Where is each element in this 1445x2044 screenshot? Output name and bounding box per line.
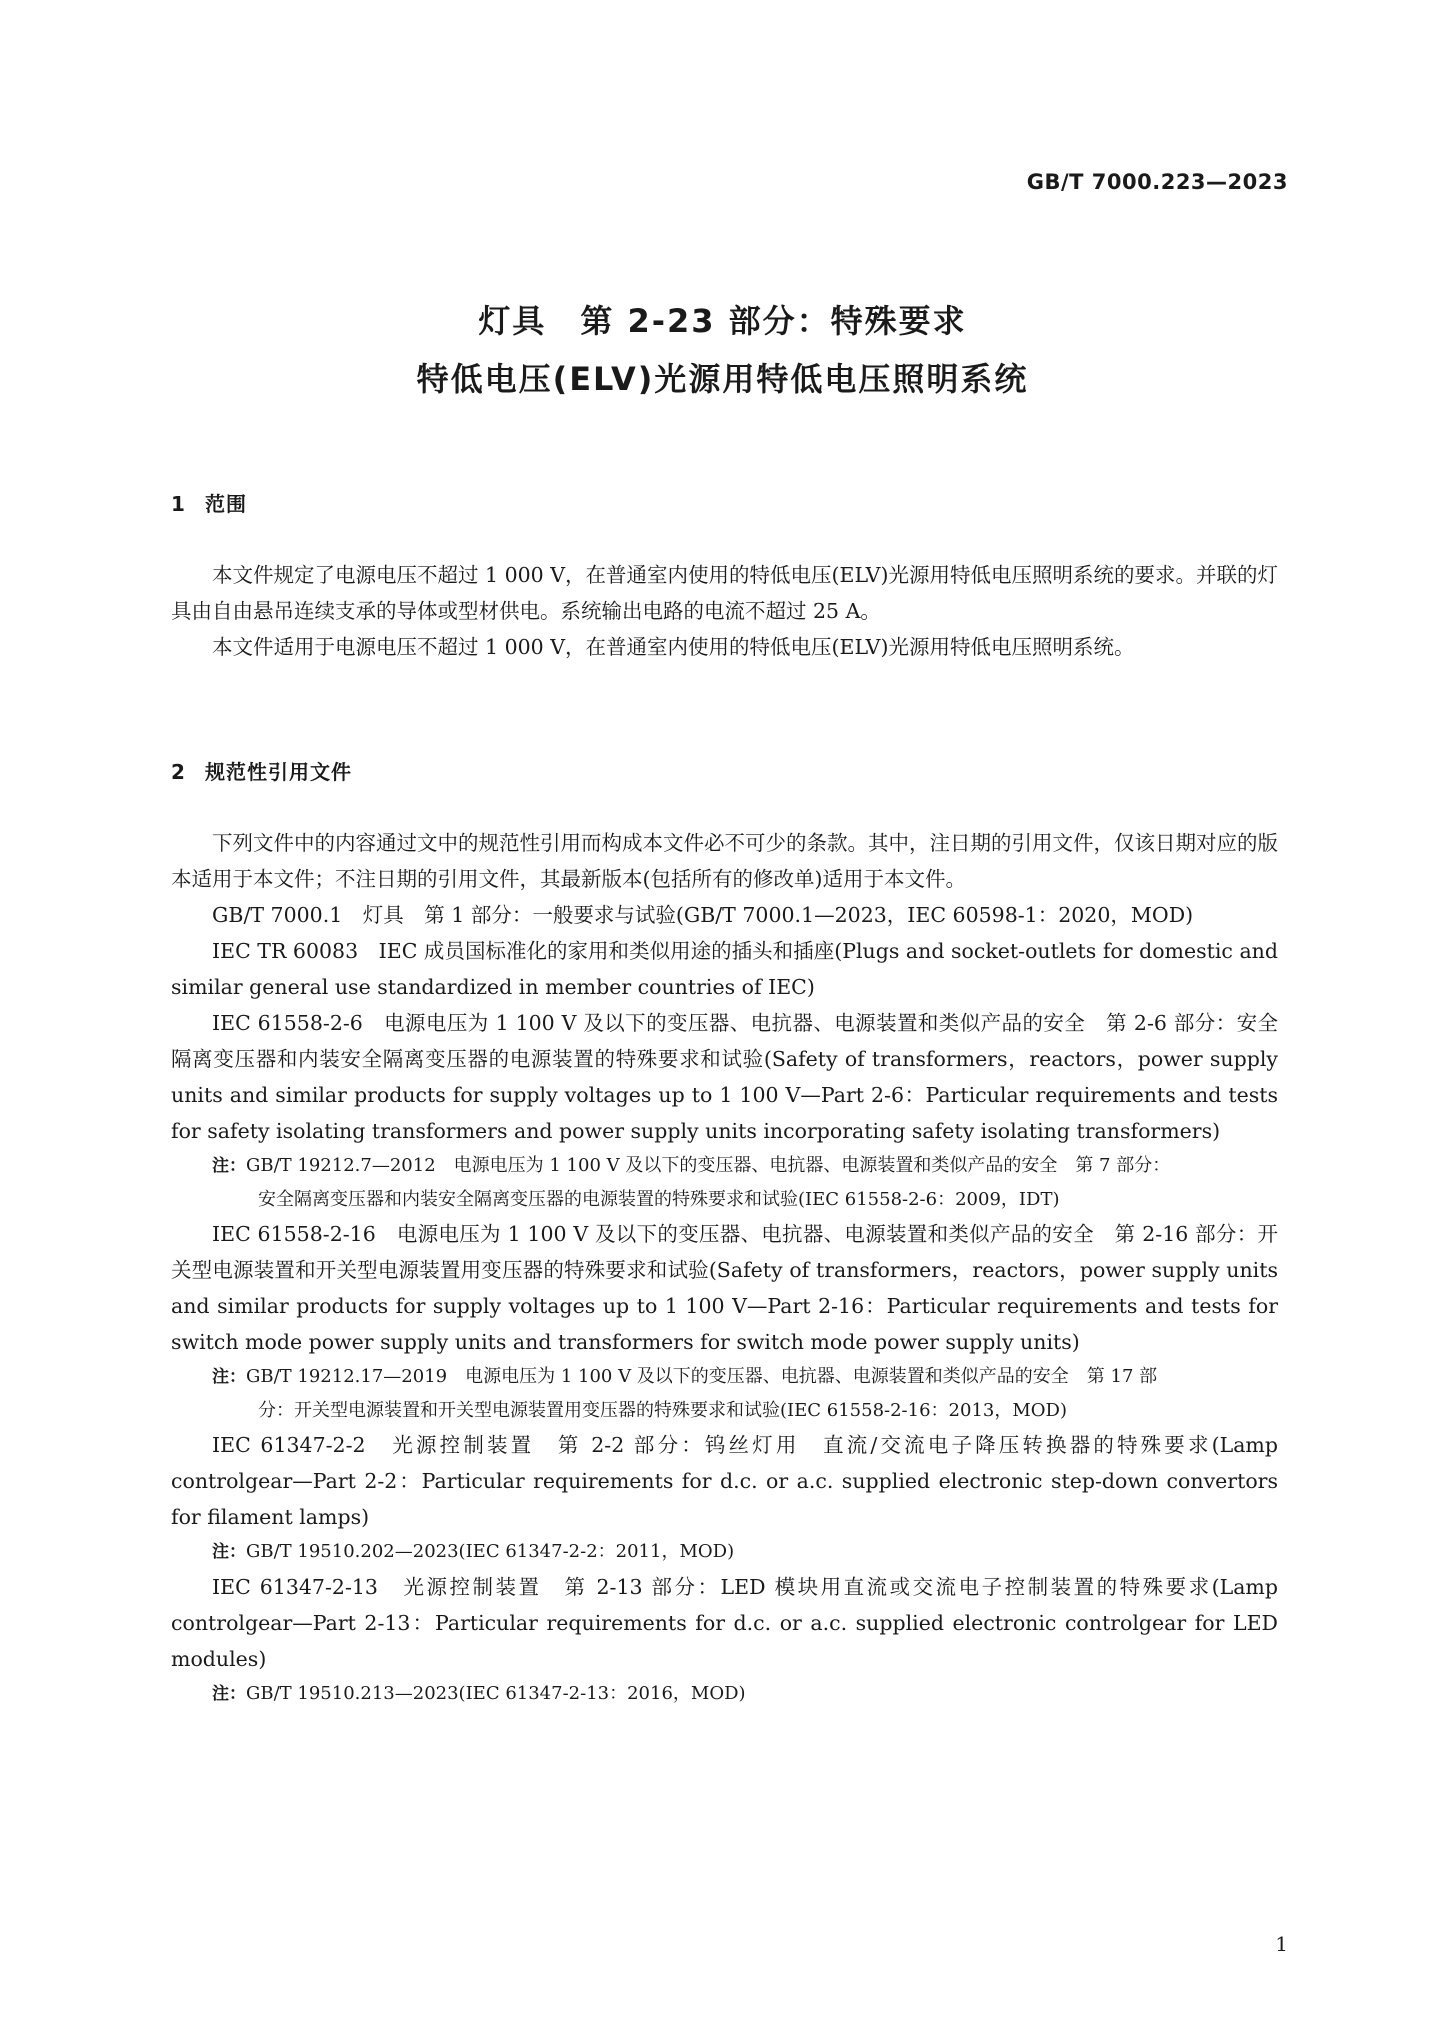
document-title: [0, 292, 1445, 408]
note-label: 注：: [212, 1367, 246, 1387]
note-text: GB/T 19212.17—2019 电源电压为 1 100 V 及以下的变压器、电抗器、电源装置和类似产品的安全 第 17 部: [246, 1366, 1158, 1387]
note-line: [212, 1149, 1278, 1183]
reference-entry: IEC 61347-2-2 光源控制装置 第 2-2 部分：钨丝灯用 直流/交流电子降压转换器的特殊要求(Lamp controlgear—Part 2-2：Particular requirements for d.c. or a.c. supplied electronic step-down convertors for filament lamps): [171, 1433, 1278, 1529]
reference-entry: IEC 61558-2-16 电源电压为 1 100 V 及以下的变压器、电抗器、电源装置和类似产品的安全 第 2-16 部分：开关型电源装置和开关型电源装置用变压器的特殊要求和试验(Safety of transformers，reactors，power supply units and similar products for supply voltages up to 1 100 V—Part 2-16：Particular requirements and tests for switch mode power supply units and transformers for switch mode power supply units): [171, 1222, 1278, 1354]
paragraph: 本文件适用于电源电压不超过 1 000 V，在普通室内使用的特低电压(ELV)光源用特低电压照明系统。: [212, 635, 1135, 659]
note-line: [212, 1535, 1278, 1569]
note-text: 安全隔离变压器和内装安全隔离变压器的电源装置的特殊要求和试验(IEC 61558-2-6：2009，IDT): [258, 1189, 1060, 1210]
reference-note: [171, 1535, 1278, 1569]
note-text: GB/T 19212.7—2012 电源电压为 1 100 V 及以下的变压器、电抗器、电源装置和类似产品的安全 第 7 部分：: [246, 1155, 1171, 1176]
standard-number: GB/T 7000.223—2023: [1026, 170, 1288, 194]
section-1-heading: [171, 488, 247, 517]
note-text: GB/T 19510.202—2023(IEC 61347-2-2：2011，MOD): [246, 1541, 735, 1562]
page-number: 1: [1275, 1932, 1288, 1956]
reference-note: [171, 1149, 1278, 1216]
note-line: [212, 1360, 1278, 1394]
reference-note: [171, 1360, 1278, 1427]
note-label: 注：: [212, 1156, 246, 1176]
reference-entry: IEC TR 60083 IEC 成员国标准化的家用和类似用途的插头和插座(Plugs and socket-outlets for domestic and similar general use standardized in member countries of IEC): [171, 939, 1278, 999]
reference-entry: GB/T 7000.1 灯具 第 1 部分：一般要求与试验(GB/T 7000.1—2023，IEC 60598-1：2020，MOD): [212, 903, 1194, 927]
paragraph: 下列文件中的内容通过文中的规范性引用而构成本文件必不可少的条款。其中，注日期的引用文件，仅该日期对应的版本适用于本文件；不注日期的引用文件，其最新版本(包括所有的修改单)适用于本文件。: [171, 831, 1278, 891]
reference-note: [171, 1677, 1278, 1711]
note-label: 注：: [212, 1684, 246, 1704]
section-title: 规范性引用文件: [205, 760, 352, 784]
reference-entry: IEC 61558-2-6 电源电压为 1 100 V 及以下的变压器、电抗器、电源装置和类似产品的安全 第 2-6 部分：安全隔离变压器和内装安全隔离变压器的电源装置的特殊要求和试验(Safety of transformers，reactors，power supply units and similar products for supply voltages up to 1 100 V—Part 2-6：Particular requirements and tests for safety isolating transformers and power supply units incorporating safety isolating transformers): [171, 1011, 1278, 1143]
section-2-heading: [171, 756, 352, 785]
section-2-body: [171, 825, 1278, 1711]
section-title: 范围: [205, 492, 247, 516]
section-number: 2: [171, 760, 186, 784]
reference-entry: IEC 61347-2-13 光源控制装置 第 2-13 部分：LED 模块用直流或交流电子控制装置的特殊要求(Lamp controlgear—Part 2-13：Particular requirements for d.c. or a.c. supplied electronic controlgear for LED modules): [171, 1575, 1278, 1671]
note-label: 注：: [212, 1542, 246, 1562]
section-number: 1: [171, 492, 186, 516]
note-text: 分：开关型电源装置和开关型电源装置用变压器的特殊要求和试验(IEC 61558-2-16：2013，MOD): [258, 1400, 1067, 1421]
note-line: [212, 1677, 1278, 1711]
note-text: GB/T 19510.213—2023(IEC 61347-2-13：2016，MOD): [246, 1683, 746, 1704]
paragraph: 本文件规定了电源电压不超过 1 000 V，在普通室内使用的特低电压(ELV)光源用特低电压照明系统的要求。并联的灯具由自由悬吊连续支承的导体或型材供电。系统输出电路的电流不超过 25 A。: [171, 563, 1278, 623]
title-line-1: 灯具 第 2-23 部分：特殊要求: [478, 302, 967, 340]
section-1-body: [171, 557, 1278, 665]
title-line-2: 特低电压(ELV)光源用特低电压照明系统: [416, 360, 1029, 398]
